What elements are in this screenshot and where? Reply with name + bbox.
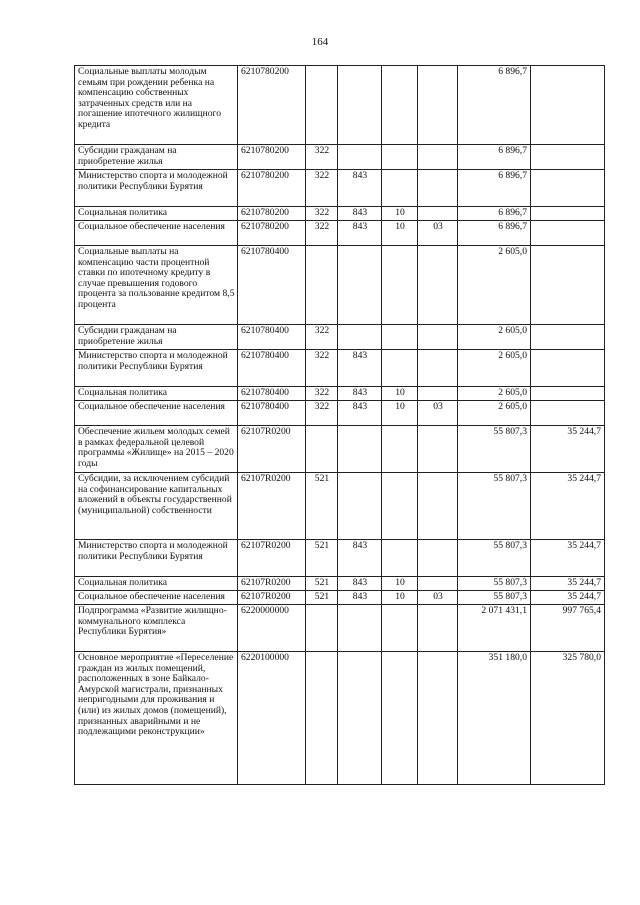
table-row: [75, 246, 605, 325]
cell-vr: 322: [306, 387, 338, 401]
table-row: [75, 473, 605, 540]
cell-rz: [382, 540, 418, 577]
cell-rz: [382, 473, 418, 540]
cell-code: 62107R0200: [238, 540, 306, 577]
cell-sum2: [531, 221, 605, 246]
cell-gr: 843: [338, 540, 382, 577]
cell-name: Социальное обеспечение населения: [75, 221, 238, 246]
cell-code: 6210780200: [238, 66, 306, 145]
table-row: [75, 207, 605, 221]
cell-code: 6210780200: [238, 170, 306, 207]
cell-sum1: 6 896,7: [458, 170, 531, 207]
cell-gr: 843: [338, 387, 382, 401]
cell-name: Министерство спорта и молодежной политики Республики Бурятия: [75, 540, 238, 577]
cell-sum1: 6 896,7: [458, 66, 531, 145]
cell-pr: [418, 325, 458, 350]
cell-rz: 10: [382, 207, 418, 221]
cell-sum2: [531, 170, 605, 207]
cell-sum2: [531, 66, 605, 145]
cell-sum2: 35 244,7: [531, 591, 605, 605]
cell-gr: 843: [338, 221, 382, 246]
cell-code: 6210780400: [238, 246, 306, 325]
cell-pr: [418, 426, 458, 473]
cell-sum2: 35 244,7: [531, 426, 605, 473]
cell-vr: [306, 652, 338, 785]
table-row: [75, 325, 605, 350]
cell-rz: [382, 426, 418, 473]
cell-gr: [338, 246, 382, 325]
cell-pr: [418, 170, 458, 207]
table-row: [75, 145, 605, 170]
table-row: [75, 591, 605, 605]
cell-sum1: 2 605,0: [458, 401, 531, 426]
cell-vr: [306, 426, 338, 473]
cell-name: Социальная политика: [75, 387, 238, 401]
cell-pr: [418, 387, 458, 401]
cell-sum2: [531, 145, 605, 170]
cell-gr: [338, 66, 382, 145]
cell-rz: 10: [382, 387, 418, 401]
cell-rz: 10: [382, 591, 418, 605]
table-row: [75, 221, 605, 246]
cell-sum1: 55 807,3: [458, 591, 531, 605]
cell-sum1: 2 605,0: [458, 350, 531, 387]
cell-rz: 10: [382, 577, 418, 591]
cell-name: Социальная политика: [75, 577, 238, 591]
cell-rz: [382, 325, 418, 350]
cell-code: 62107R0200: [238, 591, 306, 605]
cell-code: 62107R0200: [238, 577, 306, 591]
cell-vr: 322: [306, 350, 338, 387]
cell-pr: [418, 652, 458, 785]
cell-code: 6220100000: [238, 652, 306, 785]
cell-rz: 10: [382, 401, 418, 426]
cell-name: Обеспечение жильем молодых семей в рамках федеральной целевой программы «Жилище» на 2015 – 2020 годы: [75, 426, 238, 473]
cell-rz: [382, 170, 418, 207]
cell-vr: 521: [306, 577, 338, 591]
table-row: [75, 387, 605, 401]
cell-sum2: 35 244,7: [531, 577, 605, 591]
cell-code: 6220000000: [238, 605, 306, 652]
cell-gr: 843: [338, 350, 382, 387]
cell-sum1: 2 071 431,1: [458, 605, 531, 652]
cell-code: 6210780200: [238, 145, 306, 170]
cell-pr: [418, 66, 458, 145]
cell-sum2: [531, 207, 605, 221]
table-row: [75, 170, 605, 207]
cell-code: 62107R0200: [238, 473, 306, 540]
cell-rz: [382, 652, 418, 785]
cell-gr: [338, 325, 382, 350]
cell-vr: 322: [306, 221, 338, 246]
cell-name: Основное мероприятие «Переселение граждан из жилых помещений, расположенных в зоне Байкало-Амурской магистрали, признанных непригодными для проживания и (или) из жилых домов (помещений), признанных аварийными и не подлежащими реконструкции»: [75, 652, 238, 785]
cell-rz: [382, 350, 418, 387]
cell-vr: 521: [306, 473, 338, 540]
cell-sum1: 55 807,3: [458, 473, 531, 540]
page-number: 164: [311, 36, 329, 48]
cell-vr: 521: [306, 591, 338, 605]
cell-sum2: 35 244,7: [531, 473, 605, 540]
cell-gr: 843: [338, 401, 382, 426]
cell-pr: [418, 145, 458, 170]
cell-sum2: 35 244,7: [531, 540, 605, 577]
cell-name: Социальное обеспечение населения: [75, 401, 238, 426]
cell-sum2: [531, 350, 605, 387]
cell-pr: 03: [418, 221, 458, 246]
cell-code: 6210780400: [238, 325, 306, 350]
cell-pr: 03: [418, 401, 458, 426]
cell-sum1: 55 807,3: [458, 577, 531, 591]
cell-vr: [306, 66, 338, 145]
cell-sum2: [531, 325, 605, 350]
cell-sum1: 6 896,7: [458, 221, 531, 246]
table-row: [75, 426, 605, 473]
cell-code: 6210780400: [238, 350, 306, 387]
table-row: [75, 401, 605, 426]
cell-rz: [382, 66, 418, 145]
cell-gr: [338, 652, 382, 785]
cell-pr: [418, 540, 458, 577]
cell-rz: [382, 246, 418, 325]
cell-code: 6210780200: [238, 207, 306, 221]
cell-name: Министерство спорта и молодежной политики Республики Бурятия: [75, 170, 238, 207]
cell-pr: [418, 473, 458, 540]
cell-vr: 322: [306, 145, 338, 170]
cell-name: Субсидии гражданам на приобретение жилья: [75, 145, 238, 170]
cell-code: 62107R0200: [238, 426, 306, 473]
cell-rz: 10: [382, 221, 418, 246]
cell-gr: [338, 473, 382, 540]
cell-sum1: 2 605,0: [458, 325, 531, 350]
cell-name: Социальные выплаты на компенсацию части процентной ставки по ипотечному кредиту в случае превышения годового процента за пользование кредитом 8,5 процента: [75, 246, 238, 325]
cell-name: Социальная политика: [75, 207, 238, 221]
cell-vr: [306, 605, 338, 652]
cell-name: Социальные выплаты молодым семьям при рождении ребенка на компенсацию собственных затраченных средств или на погашение ипотечного жилищного кредита: [75, 66, 238, 145]
cell-sum2: 997 765,4: [531, 605, 605, 652]
cell-name: Субсидии, за исключением субсидий на софинансирование капитальных вложений в объекты государственной (муниципальной) собственности: [75, 473, 238, 540]
cell-code: 6210780400: [238, 387, 306, 401]
table-row: [75, 577, 605, 591]
cell-name: Подпрограмма «Развитие жилищно-коммунального комплекса Республики Бурятия»: [75, 605, 238, 652]
cell-pr: 03: [418, 591, 458, 605]
cell-gr: 843: [338, 591, 382, 605]
cell-gr: 843: [338, 170, 382, 207]
cell-gr: 843: [338, 577, 382, 591]
cell-vr: 322: [306, 170, 338, 207]
cell-sum1: 2 605,0: [458, 387, 531, 401]
cell-name: Субсидии гражданам на приобретение жилья: [75, 325, 238, 350]
table-row: [75, 605, 605, 652]
cell-pr: [418, 350, 458, 387]
cell-sum1: 6 896,7: [458, 207, 531, 221]
cell-rz: [382, 605, 418, 652]
table-row: [75, 540, 605, 577]
cell-vr: 322: [306, 325, 338, 350]
cell-sum2: [531, 246, 605, 325]
cell-rz: [382, 145, 418, 170]
cell-gr: [338, 605, 382, 652]
cell-sum1: 2 605,0: [458, 246, 531, 325]
table-row: [75, 350, 605, 387]
cell-pr: [418, 207, 458, 221]
cell-code: 6210780200: [238, 221, 306, 246]
cell-sum1: 55 807,3: [458, 426, 531, 473]
cell-sum2: [531, 401, 605, 426]
cell-vr: 322: [306, 401, 338, 426]
cell-name: Социальное обеспечение населения: [75, 591, 238, 605]
cell-pr: [418, 577, 458, 591]
cell-sum1: 6 896,7: [458, 145, 531, 170]
cell-gr: 843: [338, 207, 382, 221]
cell-vr: 322: [306, 207, 338, 221]
cell-pr: [418, 605, 458, 652]
cell-sum1: 351 180,0: [458, 652, 531, 785]
budget-table: [74, 65, 605, 785]
table-row: [75, 652, 605, 785]
cell-name: Министерство спорта и молодежной политики Республики Бурятия: [75, 350, 238, 387]
cell-gr: [338, 145, 382, 170]
cell-sum2: [531, 387, 605, 401]
cell-vr: 521: [306, 540, 338, 577]
cell-vr: [306, 246, 338, 325]
cell-pr: [418, 246, 458, 325]
cell-gr: [338, 426, 382, 473]
table-row: [75, 66, 605, 145]
cell-code: 6210780400: [238, 401, 306, 426]
cell-sum1: 55 807,3: [458, 540, 531, 577]
cell-sum2: 325 780,0: [531, 652, 605, 785]
